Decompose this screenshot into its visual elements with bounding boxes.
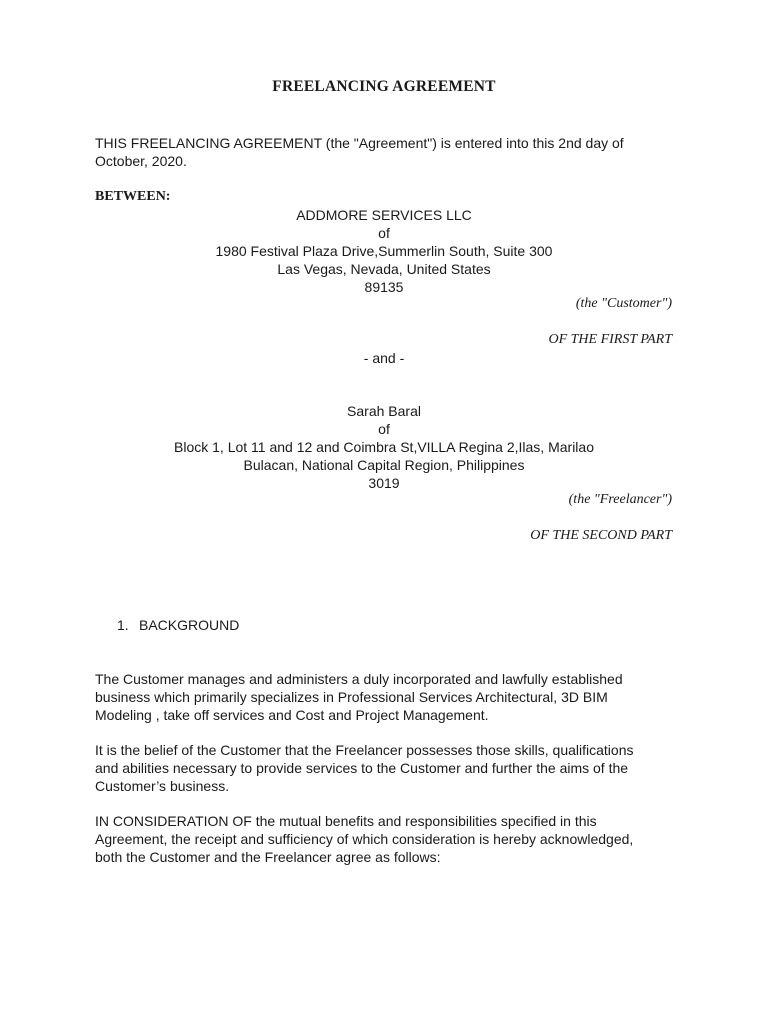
intro-line: October, 2020. <box>95 153 187 169</box>
customer-part: OF THE FIRST PART <box>548 332 672 347</box>
paragraph-line: IN CONSIDERATION OF the mutual benefits and responsibilities specified in this <box>95 813 597 829</box>
intro-line: THIS FREELANCING AGREEMENT (the "Agreement") is entered into this 2nd day of <box>95 135 624 151</box>
customer-postal-code: 89135 <box>364 279 404 295</box>
freelancer-name: Sarah Baral <box>347 403 421 419</box>
section-title: BACKGROUND <box>139 617 240 633</box>
freelancer-address-line1: Block 1, Lot 11 and 12 and Coimbra St,VILLA Regina 2,Ilas, Marilao <box>174 439 594 455</box>
paragraph-line: It is the belief of the Customer that the Freelancer possesses those skills, qualifications <box>95 742 634 758</box>
freelancer-of: of <box>378 421 390 437</box>
customer-address-line1: 1980 Festival Plaza Drive,Summerlin South, Suite 300 <box>215 243 553 259</box>
customer-role: (the "Customer") <box>575 296 672 311</box>
paragraph-line: The Customer manages and administers a duly incorporated and lawfully established <box>95 671 623 687</box>
between-label: BETWEEN: <box>95 189 171 204</box>
paragraph-line: business which primarily specializes in Professional Services Architectural, 3D BIM <box>95 689 608 705</box>
freelancer-address-line2: Bulacan, National Capital Region, Philippines <box>243 457 525 473</box>
background-paragraph-1 <box>95 670 685 724</box>
paragraph-line: Agreement, the receipt and sufficiency of which consideration is hereby acknowledged, <box>95 831 634 847</box>
paragraph-line: both the Customer and the Freelancer agree as follows: <box>95 849 441 865</box>
consideration-paragraph <box>95 812 685 866</box>
freelancer-part: OF THE SECOND PART <box>530 528 672 543</box>
customer-address-line2: Las Vegas, Nevada, United States <box>277 261 491 277</box>
background-paragraph-2 <box>95 741 685 795</box>
document-title: FREELANCING AGREEMENT <box>272 78 496 95</box>
and-separator: - and - <box>363 350 405 366</box>
freelancer-role: (the "Freelancer") <box>568 492 672 507</box>
paragraph-line: Modeling , take off services and Cost and Project Management. <box>95 707 489 723</box>
section-heading-background <box>117 616 239 634</box>
section-number: 1. <box>117 617 129 633</box>
freelancer-postal-code: 3019 <box>368 475 400 491</box>
paragraph-line: and abilities necessary to provide services to the Customer and further the aims of the <box>95 760 629 776</box>
customer-name: ADDMORE SERVICES LLC <box>296 207 472 223</box>
intro-paragraph <box>95 134 685 170</box>
customer-of: of <box>378 225 390 241</box>
paragraph-line: Customer’s business. <box>95 778 230 794</box>
